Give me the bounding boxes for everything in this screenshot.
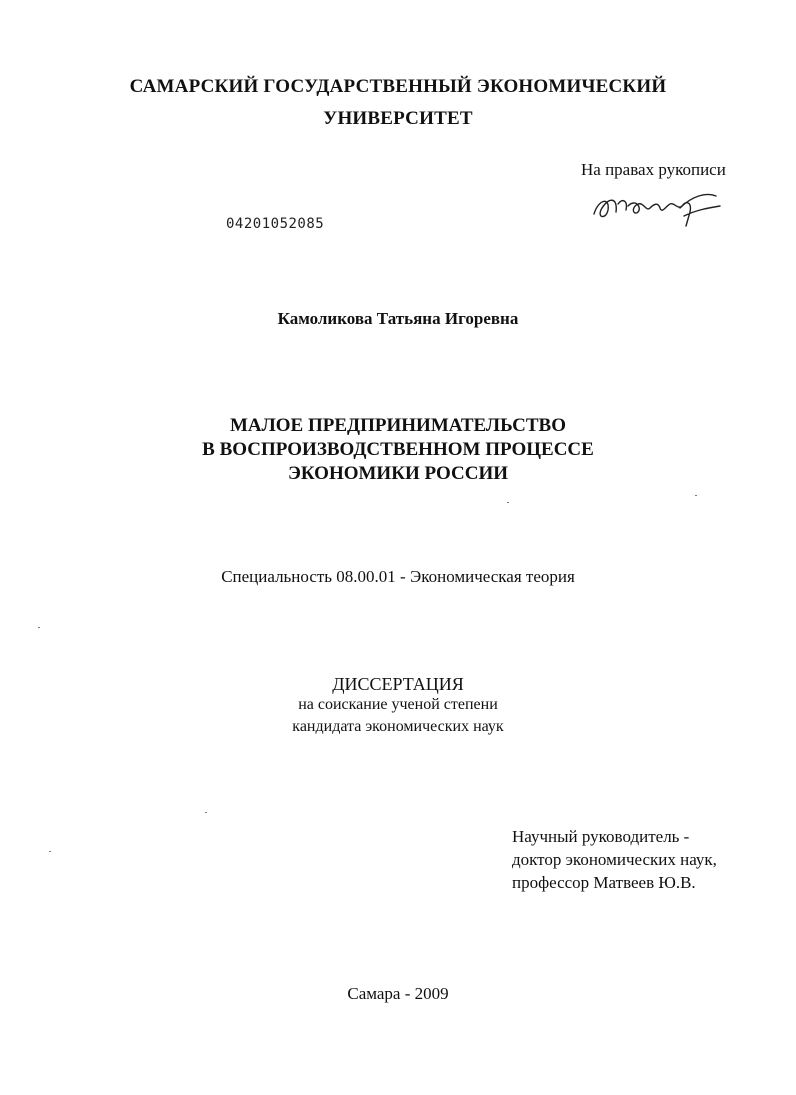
dissertation-degree-line2: кандидата экономических наук — [292, 718, 504, 735]
rights-note: На правах рукописи — [581, 160, 726, 179]
scan-speck — [49, 851, 51, 852]
scan-speck — [38, 627, 40, 628]
thesis-title-line3: ЭКОНОМИКИ РОССИИ — [287, 463, 509, 484]
specialty: Специальность 08.00.01 - Экономическая теория — [221, 567, 575, 586]
advisor-line2: доктор экономических наук, — [512, 850, 717, 869]
scan-speck — [507, 502, 509, 503]
signature-icon — [588, 186, 728, 228]
document-code: 04201052085 — [226, 216, 325, 232]
scan-speck — [695, 495, 697, 496]
dissertation-heading: ДИССЕРТАЦИЯ — [332, 674, 464, 694]
advisor-line1: Научный руководитель - — [512, 827, 690, 846]
dissertation-degree-line1: на соискание ученой степени — [298, 696, 498, 713]
university-name-line1: САМАРСКИЙ ГОСУДАРСТВЕННЫЙ ЭКОНОМИЧЕСКИЙ — [129, 76, 667, 97]
thesis-title-line2: В ВОСПРОИЗВОДСТВЕННОМ ПРОЦЕССЕ — [202, 439, 594, 460]
author-name: Камоликова Татьяна Игоревна — [277, 309, 519, 328]
university-name-line2: УНИВЕРСИТЕТ — [323, 108, 473, 129]
thesis-title-line1: МАЛОЕ ПРЕДПРИНИМАТЕЛЬСТВО — [229, 415, 567, 436]
advisor-line3: профессор Матвеев Ю.В. — [512, 873, 696, 892]
scan-speck — [205, 812, 207, 813]
city-year: Самара - 2009 — [347, 984, 449, 1003]
